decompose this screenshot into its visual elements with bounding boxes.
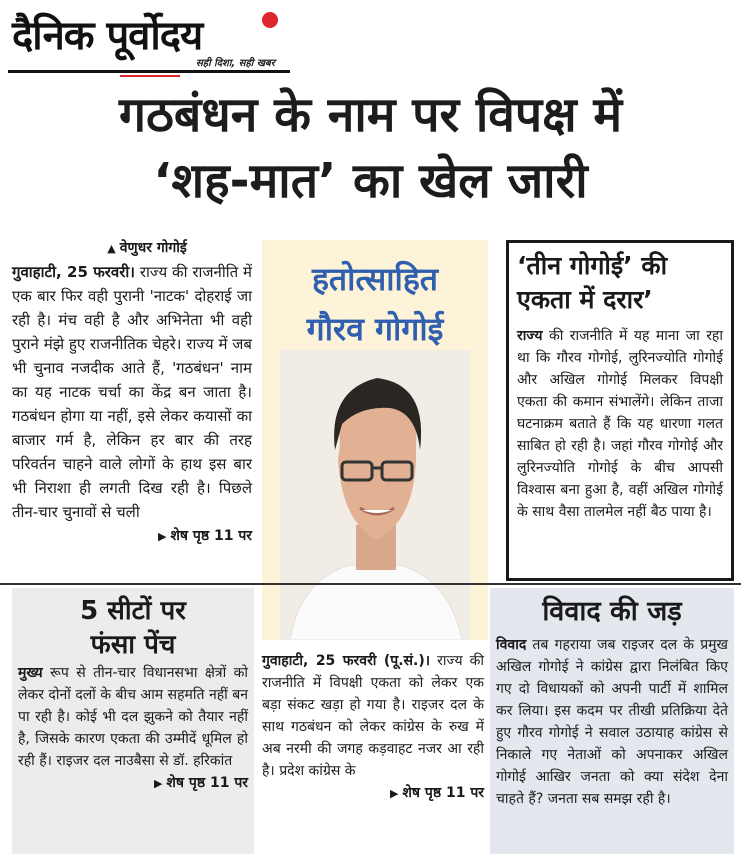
main-story-continued-label: शेष पृष्ठ 11 पर xyxy=(170,528,252,544)
main-story xyxy=(12,236,252,576)
center-story-text xyxy=(262,650,484,805)
right-story-body: की राजनीति में यह माना जा रहा था कि गौरव गोगोई, लुरिनज्योति गोगोई और अखिल गोगोई मिलकर विपक्षी एकता की कमान संभालेंगे। लेकिन ताजा घटनाक्रम बताते हैं कि यह धारणा गलत साबित हो रही है। जहां गौरव गोगोई और लुरिनज्योति गोगोई के बीच आपसी विश्वास बना हुआ है, वहीं अखिल गोगोई के साथ वैसा तालमेल नहीं बैठ पाया है। xyxy=(517,328,723,520)
byline xyxy=(42,236,252,260)
center-story-body-column xyxy=(262,650,484,854)
seats-box-continued-label: शेष पृष्ठ 11 पर xyxy=(166,775,248,791)
masthead-rule xyxy=(8,70,290,73)
seats-title-line-2: फंसा पेंच xyxy=(90,630,176,660)
portrait-photo xyxy=(280,350,470,640)
main-story-text xyxy=(12,260,252,549)
center-story-continued-label: शेष पृष्ठ 11 पर xyxy=(402,785,484,801)
dispute-box-lead: विवाद xyxy=(496,637,527,653)
masthead xyxy=(8,6,298,74)
seats-box-text xyxy=(18,662,248,795)
masthead-tagline: सही दिशा, सही खबर xyxy=(196,58,275,69)
triangle-up-icon: ▲ xyxy=(107,242,116,255)
red-dot-icon xyxy=(262,12,278,28)
right-story-title: ‘तीन गोगोई’ की एकता में दरार’ xyxy=(517,251,668,314)
center-story-dateline: गुवाहाटी, 25 फरवरी (पू.सं.)। xyxy=(262,653,431,669)
center-story-continued[interactable] xyxy=(262,782,484,805)
right-boxed-story xyxy=(506,240,734,581)
right-story-text xyxy=(517,325,723,523)
center-title-line-2: गौरव गोगोई xyxy=(306,310,444,348)
masthead-title: दैनिक पूर्वोदय xyxy=(12,13,203,59)
dispute-box-title: विवाद की जड़ xyxy=(542,596,682,627)
seats-box-body: रूप से तीन-चार विधानसभा क्षेत्रों को लेकर दोनों दलों के बीच आम सहमति नहीं बन पा रही है। कोई भी दल झुकने को तैयार नहीं है, जिसके कारण एकता की उम्मीदें धूमिल हो रही हैं। राइजर दल नाउबैसा से डॉ. हरिकांत xyxy=(18,665,248,769)
masthead-red-rule xyxy=(120,75,180,77)
center-story-body: राज्य की राजनीति में विपक्षी एकता को लेकर एक बड़ा संकट खड़ा हो गया है। राइजर दल के साथ गठबंधन को लेकर कांग्रेस के रुख में अब नरमी की जगह कड़वाहट नजर आ रही है। प्रदेश कांग्रेस के xyxy=(262,653,484,779)
portrait-illustration xyxy=(280,350,470,640)
triangle-right-icon: ▶ xyxy=(153,777,163,790)
section-divider xyxy=(0,583,741,585)
seats-box-title xyxy=(18,594,248,662)
page-headline xyxy=(0,82,741,214)
dispute-box-text xyxy=(496,634,728,810)
seats-box xyxy=(12,588,254,854)
seats-title-line-1: 5 सीटों पर xyxy=(80,596,186,626)
dispute-box xyxy=(490,588,734,854)
center-title-line-1: हतोत्साहित xyxy=(311,260,439,298)
triangle-right-icon: ▶ xyxy=(389,787,399,800)
dispute-box-body: तब गहराया जब राइजर दल के प्रमुख अखिल गोगोई ने कांग्रेस द्वारा निलंबित किए गए दो विधायकों को अपनी पार्टी में शामिल कर लिया। इस कदम पर तीखी प्रतिक्रिया देते हुए गौरव गोगोई ने सवाल उठायाह कांग्रेस से निकाले गए नेताओं को अपनाकर अखिल गोगोई आखिर जनता को क्या संदेश देना चाहते हैं? जनता सब समझ रही है। xyxy=(496,637,728,807)
center-story-title xyxy=(262,254,488,354)
seats-box-continued[interactable] xyxy=(18,772,248,795)
main-story-dateline: गुवाहाटी, 25 फरवरी। xyxy=(12,263,135,281)
triangle-right-icon: ▶ xyxy=(157,530,167,543)
seats-box-lead: मुख्य xyxy=(18,665,43,681)
byline-name: वेणुधर गोगोई xyxy=(119,240,187,256)
center-feature-box xyxy=(262,240,488,640)
headline-line-2: ‘शह-मात’ का खेल जारी xyxy=(153,153,588,209)
right-story-lead: राज्य xyxy=(517,328,543,344)
main-story-body: राज्य की राजनीति में एक बार फिर वही पुरानी 'नाटक' दोहराई जा रही है। मंच वही है और अभिनेता भी वही पुराने मंझे हुए राजनीतिक चेहरे। राज्य में जब भी चुनाव नजदीक आते हैं, 'गठबंधन' नाम का यह नाटक चर्चा का केंद्र बन जाता है। गठबंधन होगा या नहीं, इसे लेकर कयासों का बाजार गर्म है, लेकिन हर बार की तरह परिवर्तन चाहने वाले लोगों के हाथ इस बार भी निराशा ही लगती दिख रही है। पिछले तीन-चार चुनावों से चली xyxy=(12,263,252,521)
headline-line-1: गठबंधन के नाम पर विपक्ष में xyxy=(118,87,623,143)
main-story-continued[interactable] xyxy=(12,524,252,549)
